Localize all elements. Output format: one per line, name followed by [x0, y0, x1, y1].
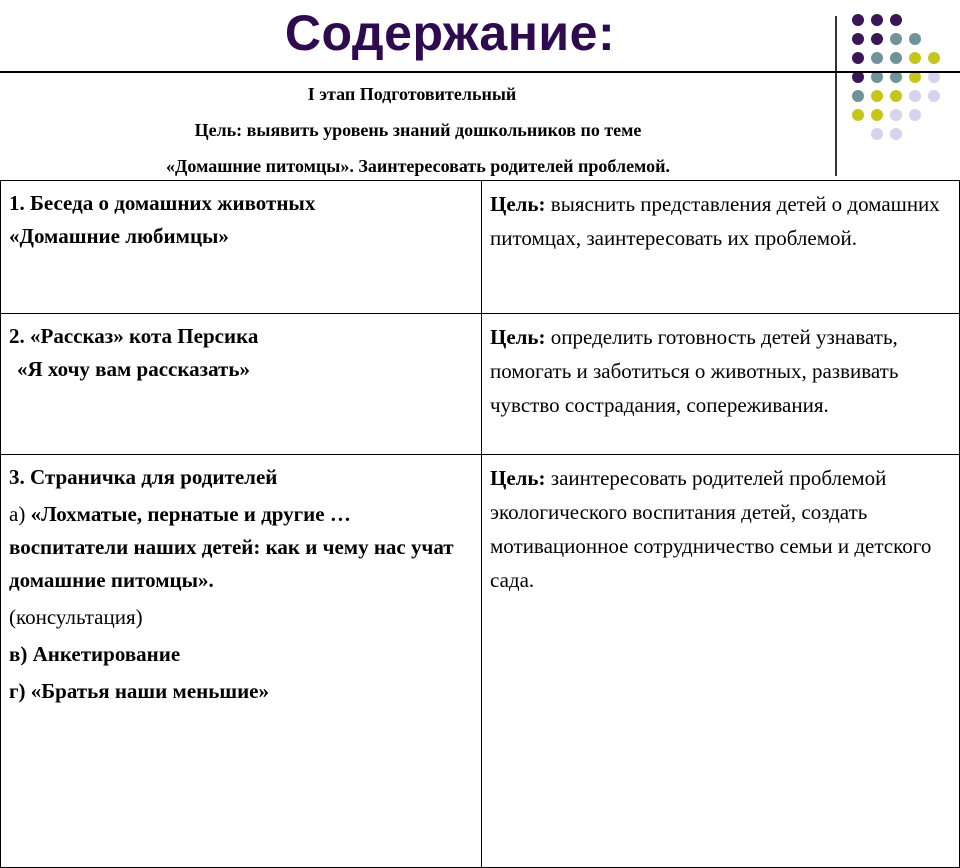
plan-table: [0, 180, 960, 868]
goal-cell: [482, 455, 960, 868]
activity-cell: [1, 314, 482, 455]
decor-dot: [909, 33, 921, 45]
decor-dot: [890, 33, 902, 45]
header-divider: [0, 71, 960, 73]
decor-dot: [928, 52, 940, 64]
activity-item-v: в) Анкетирование: [9, 642, 181, 666]
decor-dot: [890, 128, 902, 140]
activity-title: 3. Страничка для родителей: [9, 465, 278, 489]
decor-dot: [852, 33, 864, 45]
decor-dot: [890, 52, 902, 64]
stage-title: I этап Подготовительный: [307, 84, 517, 104]
stage-goal-line-1: Цель: выявить уровень знаний дошкольников по теме: [194, 120, 642, 140]
activity-item-a: [9, 498, 473, 597]
decor-dot: [890, 90, 902, 102]
stage-header: [0, 74, 836, 184]
decor-dot: [871, 128, 883, 140]
item-a-prefix: а): [9, 502, 26, 526]
decor-dot: [852, 109, 864, 121]
decor-dot: [871, 52, 883, 64]
goal-cell: [482, 314, 960, 455]
table-row: [1, 455, 960, 868]
stage-goal-line-2: «Домашние питомцы». Заинтересовать родителей проблемой.: [166, 156, 670, 176]
goal-cell: [482, 181, 960, 314]
activity-cell: [1, 181, 482, 314]
page-title: Содержание:: [284, 5, 616, 61]
decor-dot: [871, 14, 883, 26]
table-row: [1, 314, 960, 455]
decor-dot: [871, 109, 883, 121]
activity-item-g: г) «Братья наши меньшие»: [9, 679, 269, 703]
decor-dot: [871, 90, 883, 102]
item-a-note: (консультация): [9, 605, 143, 629]
item-a-text: «Лохматые, пернатые и другие … воспитатели наших детей: как и чему нас учат домашние питомцы».: [9, 502, 454, 592]
goal-label: Цель:: [490, 192, 546, 216]
goal-text: заинтересовать родителей проблемой экологического воспитания детей, создать мотивационное сотрудничество семьи и детского сада.: [490, 466, 932, 592]
goal-label: Цель:: [490, 466, 546, 490]
table-row: [1, 181, 960, 314]
decor-dot-grid: [852, 14, 952, 154]
decor-dot: [852, 52, 864, 64]
activity-subtitle: «Я хочу вам рассказать»: [17, 357, 250, 381]
decor-dot: [928, 90, 940, 102]
decor-dot: [909, 52, 921, 64]
goal-label: Цель:: [490, 325, 546, 349]
decor-dot: [890, 14, 902, 26]
activity-title: 1. Беседа о домашних животных: [9, 191, 316, 215]
decor-dot: [852, 14, 864, 26]
decor-dot: [871, 33, 883, 45]
decor-dot: [852, 90, 864, 102]
activity-cell: [1, 455, 482, 868]
activity-title: 2. «Рассказ» кота Персика: [9, 324, 259, 348]
decor-dot: [890, 109, 902, 121]
goal-text: определить готовность детей узнавать, помогать и заботиться о животных, развивать чувство сострадания, сопереживания.: [490, 325, 899, 417]
activity-subtitle: «Домашние любимцы»: [9, 224, 229, 248]
goal-text: выяснить представления детей о домашних питомцах, заинтересовать их проблемой.: [490, 192, 940, 250]
decor-dot: [909, 90, 921, 102]
decor-dot: [909, 109, 921, 121]
